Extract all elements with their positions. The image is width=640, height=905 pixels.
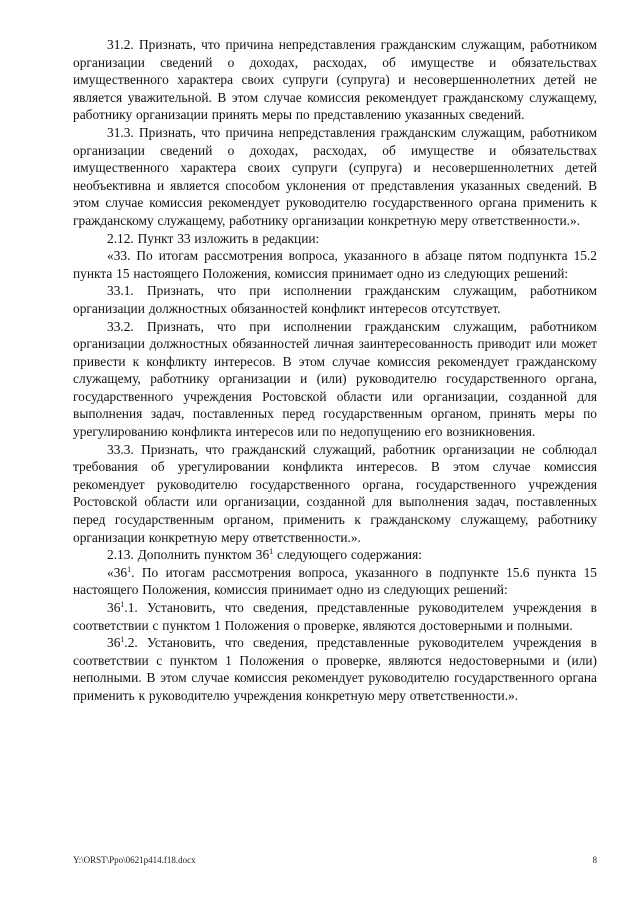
paragraph-text: 36 (107, 635, 121, 651)
superscript: 1 (127, 564, 132, 574)
paragraph-text-continued: . По итогам рассмотрения вопроса, указанного в подпункте 15.6 пункта 15 настоящего Положения, комиссия принимает одно из следующих решений: (73, 564, 597, 598)
paragraph-text: «33. По итогам рассмотрения вопроса, указанного в абзаце пятом подпункта 15.2 пункта 15 настоящего Положения, комиссия принимает одно из следующих решений: (73, 248, 597, 281)
paragraph-text-continued: следующего содержания: (273, 547, 422, 563)
document-body (73, 36, 597, 705)
paragraph-31-2 (73, 36, 597, 124)
paragraph-33-1 (73, 282, 597, 317)
paragraph-31-3 (73, 124, 597, 230)
file-path: Y:\ORST\Ppo\0621p414.f18.docx (73, 855, 196, 865)
paragraph-36-1-2 (73, 634, 597, 704)
paragraph-36-1-1 (73, 599, 597, 634)
paragraph-text: 31.3. Признать, что причина непредставления гражданским служащим, работником организации сведений о доходах, расходах, об имуществе и обязательствах имущественного характера своих супруги (супруга) и несовершеннолетних детей необъективна и является способом уклонения от представления указанных сведений. В этом случае комиссия рекомендует руководителю государственного органа применить к гражданскому служащему, работнику организации конкретную меру ответственности.». (73, 124, 597, 228)
paragraph-text: 36 (107, 600, 121, 615)
paragraph-text: 33.2. Признать, что при исполнении гражданским служащим, работником организации должностных обязанностей личная заинтересованность приводит или может привести к конфликту интересов. В этом случае комиссия рекомендует гражданскому служащему, работнику организации и (или) руководителю государственного органа, государственного учреждения Ростовской области или организации, созданной для выполнения задач, поставленных перед государственным органом, принять меры по урегулированию конфликта интересов или по недопущению его возникновения. (73, 318, 597, 440)
paragraph-36-1 (73, 564, 597, 599)
paragraph-text: 2.12. Пункт 33 изложить в редакции: (107, 230, 320, 246)
paragraph-text: «36 (107, 564, 128, 580)
paragraph-text: 33.1. Признать, что при исполнении гражданским служащим, работником организации должностных обязанностей конфликт интересов отсутствует. (73, 283, 597, 316)
page-number: 8 (592, 855, 597, 865)
paragraph-text: 33.3. Признать, что гражданский служащий, работник организации не соблюдал требования об урегулировании конфликта интересов. В этом случае комиссия рекомендует руководителю государственного органа, государственного учреждения Ростовской области или организации, созданной для выполнения задач, поставленных перед государственным органом, применить к гражданскому служащему, работнику организации конкретную меру ответственности.». (73, 441, 597, 545)
paragraph-2-13 (73, 546, 597, 564)
paragraph-text: 2.13. Дополнить пунктом 36 (107, 547, 270, 563)
paragraph-text-continued: .1. Установить, что сведения, представленные руководителем учреждения в соответствии с пунктом 1 Положения о проверке, являются достоверными и полными. (73, 600, 597, 633)
superscript: 1 (120, 635, 125, 645)
superscript: 1 (269, 547, 274, 557)
paragraph-text-continued: .2. Установить, что сведения, представленные руководителем учреждения в соответствии с пунктом 1 Положения о проверке, являются недостоверными и (или) неполными. В этом случае комиссия рекомендует руководителю государственного органа применить к руководителю учреждения конкретную меру ответственности.». (73, 635, 597, 703)
superscript: 1 (120, 600, 125, 609)
paragraph-text: 31.2. Признать, что причина непредставления гражданским служащим, работником организации сведений о доходах, расходах, об имуществе и обязательствах имущественного характера своих супруги (супруга) и несовершеннолетних детей не является уважительной. В этом случае комиссия рекомендует гражданскому служащему, работнику организации принять меры по представлению указанных сведений. (73, 37, 597, 123)
paragraph-2-12 (73, 230, 597, 248)
paragraph-33-3 (73, 441, 597, 547)
paragraph-33 (73, 247, 597, 282)
paragraph-33-2 (73, 318, 597, 441)
